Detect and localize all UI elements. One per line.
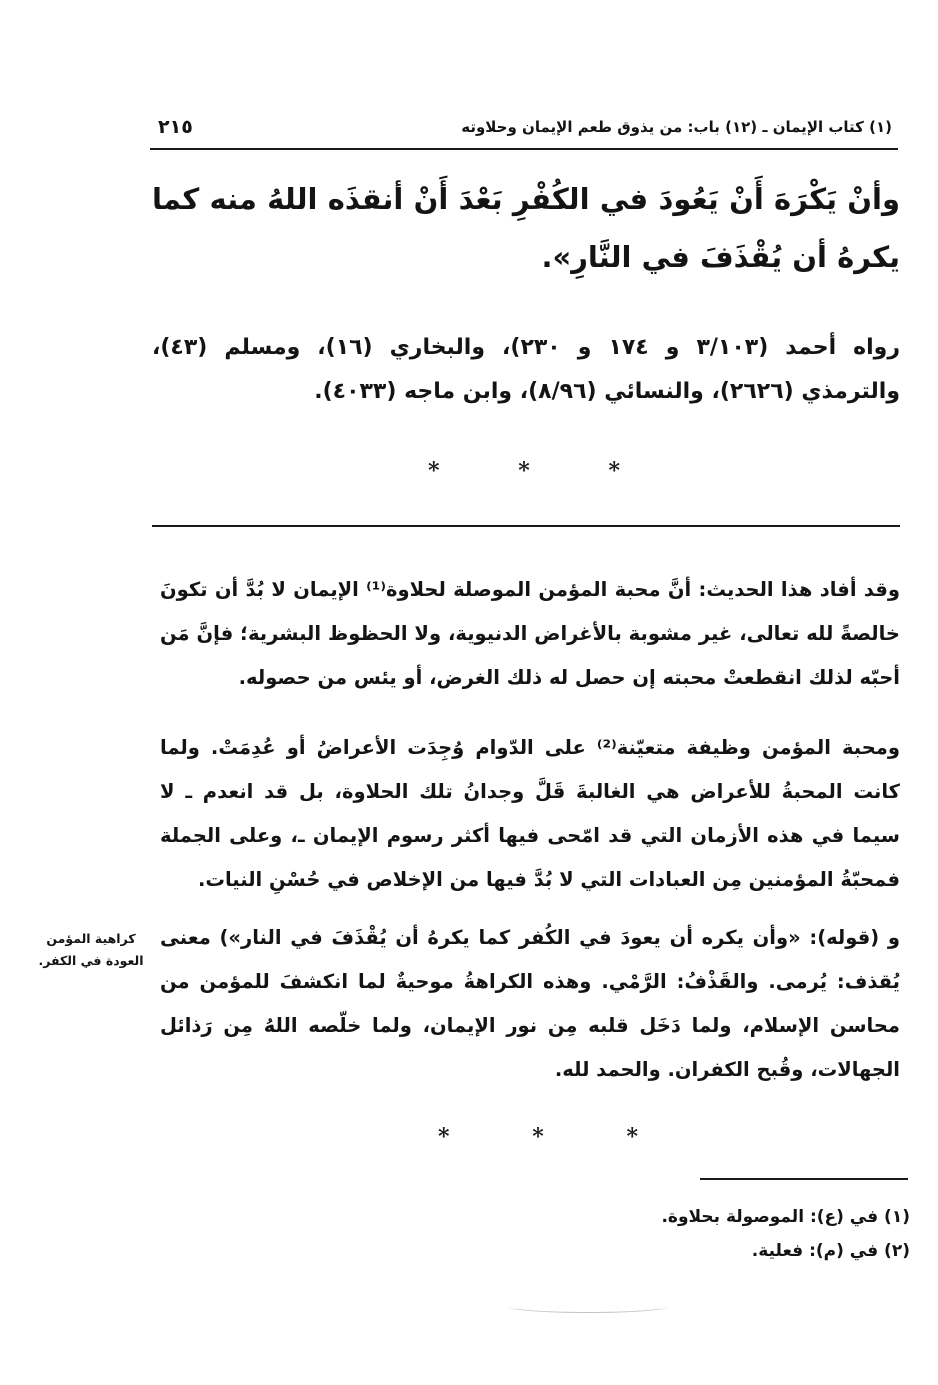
section-divider-stars — [428, 458, 620, 484]
section-divider-stars — [438, 1124, 638, 1150]
scan-smudge-mark — [508, 1300, 668, 1313]
footnote-item: (١) في (ع): الموصولة بحلاوة. — [661, 1207, 910, 1227]
star-glyph: * — [532, 1124, 544, 1150]
margin-note: كراهية المؤمن العودة في الكفر. — [38, 931, 144, 968]
commentary-paragraph: وقد أفاد هذا الحديث: أنَّ محبة المؤمن الموصلة لحلاوة⁽¹⁾ الإيمان لا بُدَّ أن تكونَ خالصةً لله تعالى، غير مشوبة بالأغراض الدنيوية، ولا الحظوظ البشرية؛ فإنَّ مَن أحبّه لذلك انقطعتْ محبته إن حصل له ذلك الغرض، أو يئس من حصوله. — [160, 578, 900, 689]
footnote-rule — [700, 1178, 908, 1180]
star-glyph: * — [438, 1124, 450, 1150]
star-glyph: * — [626, 1124, 638, 1150]
star-glyph: * — [518, 458, 530, 484]
commentary-separator-line — [152, 525, 900, 527]
footnotes — [410, 1200, 910, 1268]
footnote-item: (٢) في (م): فعلية. — [751, 1241, 910, 1261]
running-title: (١) كتاب الإيمان ـ (١٢) باب: من يذوق طعم الإيمان وحلاوته — [461, 118, 892, 136]
commentary-paragraph: و (قوله): «وأن يكره أن يعودَ في الكُفر كما يكرهُ أن يُقْذَفَ في النار») معنى يُقذف: يُرمى. والقَذْفُ: الرَّمْي. وهذه الكراهةُ موحيةٌ لما انكشفَ للمؤمن من محاسن الإسلام، ولما دَخَل قلبه مِن نور الإيمان، ولما خلّصه اللهُ مِن رَذائل الجهالات، وقُبح الكفران. والحمد لله. — [160, 926, 900, 1081]
commentary-paragraph: ومحبة المؤمن وظيفة متعيّنة⁽²⁾ على الدّوام وُجِدَت الأعراضُ أو عُدِمَتْ. ولما كانت المحبةُ للأعراض هي الغالبةَ قَلَّ وجدانُ تلك الحلاوة، بل قد انعدم ـ لا سيما في هذه الأزمان التي قد امّحى فيها أكثر رسوم الإيمان ـ، وعلى الجملة فمحبّةُ المؤمنين مِن العبادات التي لا بُدَّ فيها من الإخلاص في حُسْنِ النيات. — [160, 736, 900, 891]
star-glyph: * — [428, 458, 440, 484]
star-glyph: * — [608, 458, 620, 484]
page-header — [150, 112, 898, 150]
page-number: ٢١٥ — [158, 116, 193, 138]
hadith-text: وأنْ يَكْرَهَ أَنْ يَعُودَ في الكُفْرِ بَعْدَ أَنْ أنقذَه اللهُ منه كما يكرهُ أن يُقْذَفَ في النَّارِ». — [152, 182, 900, 274]
hadith-takhrij: رواه أحمد (٣/١٠٣ و ١٧٤ و ٢٣٠)، والبخاري (١٦)، ومسلم (٤٣)، والترمذي (٢٦٢٦)، والنسائي (٨/٩٦)، وابن ماجه (٤٠٣٣). — [152, 335, 900, 404]
